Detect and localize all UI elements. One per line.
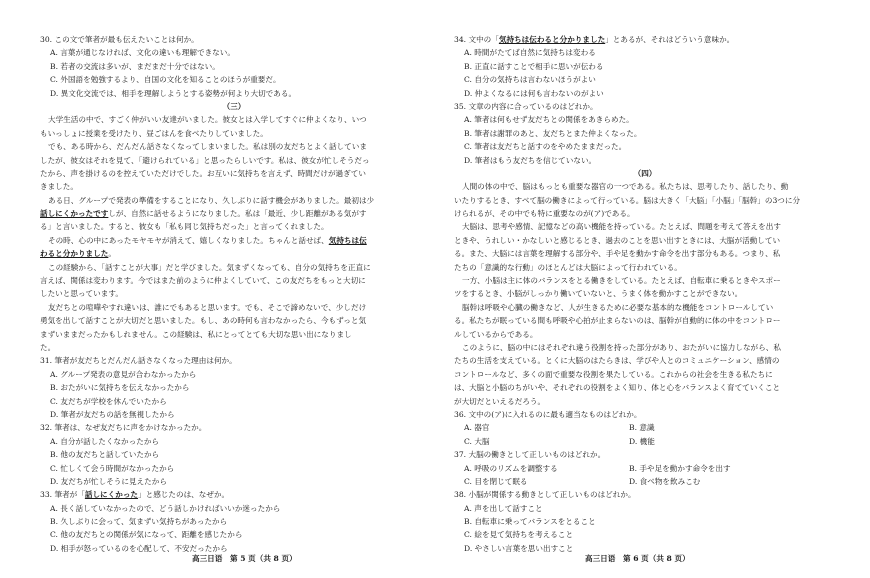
- q38-option: C. 絵を見て気持ちを考えること: [464, 530, 574, 540]
- section-title-4: （四）: [633, 168, 657, 178]
- q35-option: B. 筆者は謝罪のあと、友だちとまた仲よくなった。: [464, 128, 642, 138]
- q35-option: A. 筆者は何もせず友だちとの関係をあきらめた。: [464, 115, 634, 125]
- passage-line: ルしているからである。: [454, 329, 538, 339]
- underlined-phrase: 気持ちは伝: [328, 235, 367, 245]
- q37-option: B. 手や足を動かす命令を出す: [629, 463, 731, 473]
- passage-text: しが、自然に話せるようになりました。私は「最近、少し距離がある気がす: [108, 209, 367, 219]
- q34-option: B. 正直に話すことで相手に思いが伝わる: [464, 61, 604, 71]
- passage-line: 一方、小脳は主に体のバランスをとる働きをしている。たとえば、自転車に乗るときやスポー: [462, 276, 781, 286]
- q30-stem: 30. この文で筆者が最も伝えたいことは何か。: [40, 35, 199, 44]
- q35-option: D. 筆者はもう友だちを信じていない。: [464, 155, 597, 165]
- q34-option: A. 時間がたてば自然に気持ちは変わる: [464, 48, 596, 58]
- page-footer-right: 高三日语 第 6 页（共 8 页）: [585, 554, 690, 563]
- q33-key-phrase: 話しにくかった: [84, 490, 139, 500]
- q31-stem: 31. 筆者が友だちとだんだん話さなくなった理由は何か。: [40, 356, 237, 366]
- passage-line: ツをするとき、小脳がしっかり働いていないと、うまく体を動かすことができない。: [454, 289, 743, 299]
- q34-stem-pre: 34. 文中の「: [454, 35, 499, 44]
- q32-option: B. 他の友だちと話していたから: [50, 450, 160, 460]
- passage-line: る。私たちが眠っている間も呼吸や心拍が止まらないのは、脳幹が自動的に体の中をコントロー: [454, 316, 781, 326]
- passage-line: ある日、グループで発表の準備をすることになり、久しぶりに話す機会がありました。最初は少: [48, 195, 375, 205]
- section-title-3: （三）: [222, 101, 246, 111]
- passage-line: る。また、大脳には言葉を理解する部分や、手や足を動かす命令を出す部分もある。つまり、私: [454, 249, 781, 259]
- q37-options-row: [454, 462, 836, 475]
- q33-option: B. 久しぶりに会って、気まずい気持ちがあったから: [50, 517, 228, 527]
- passage-line: 勇気を出して話すことが大切だと思いました。もし、あの時何も言わなかったら、今もずっと気: [40, 316, 367, 326]
- passage-line: る」と言いました。すると、彼女も「私も同じ気持ちだった」と言ってくれました。: [40, 222, 329, 232]
- q36-options-row: [454, 435, 836, 448]
- q34-option: C. 自分の気持ちは言わないほうがよい: [464, 75, 596, 85]
- q32-option: A. 自分が話したくなかったから: [50, 436, 160, 446]
- passage-line: [40, 207, 428, 220]
- q38-option: D. やさしい言葉を思い出すこと: [464, 543, 574, 553]
- q32-stem: 32. 筆者は、なぜ友だちに声をかけなかったか。: [40, 423, 207, 433]
- q35-stem: 35. 文章の内容に合っているのはどれか。: [454, 101, 598, 111]
- passage-line: コントロールなど、多くの面で重要な役割を果たしている。これからの社会を生きる私たちに: [454, 369, 773, 379]
- q31-option: D. 筆者が友だちの話を無視したから: [50, 409, 175, 419]
- passage-line: けられるが、その中でも特に重要なのが(ア)である。: [454, 209, 635, 219]
- q36-option: D. 機能: [629, 436, 655, 446]
- q30-option: C. 外国語を勉強するより、自国の文化を知ることのほうが重要だ。: [50, 75, 281, 85]
- q37-stem: 37. 大脳の働きとして正しいものはどれか。: [454, 450, 606, 460]
- q36-options-row: [454, 421, 836, 434]
- q33-option: D. 相手が怒っているのを心配して、不安だったから: [50, 543, 228, 553]
- q31-option: A. グループ発表の意見が合わなかったから: [50, 369, 197, 379]
- passage-line: 友だちとの喧嘩やすれ違いは、誰にでもあると思います。でも、そこで諦めないで、少しだけ: [48, 302, 367, 312]
- q30-option: D. 異文化交流では、相手を理解しようとする姿勢が何より大切である。: [50, 88, 297, 98]
- right-column: [454, 33, 836, 555]
- page-footer-left: 高三日语 第 5 页（共 8 页）: [192, 554, 297, 563]
- passage-line: 大脳は、思考や感情、記憶などの高い機能を持っている。たとえば、問題を考えて答えを出す: [462, 222, 781, 232]
- q33-stem-pre: 33. 筆者が「: [40, 490, 85, 500]
- q32-option: D. 友だちが忙しそうに見えたから: [50, 476, 167, 486]
- q33-option: C. 他の友だちとの関係が気になって、距離を感じたから: [50, 530, 243, 540]
- passage-line: したが、彼女はそれを見て、「避けられている」と思ったらしいです。私は、彼女が忙しそうだっ: [40, 155, 370, 165]
- passage-line: いたりするとき、すべて脳の働きによって行っている。脳は大きく「大脳」「小脳」「脳幹」の3つに分: [454, 195, 801, 205]
- left-column: [40, 33, 428, 555]
- q36-stem: 36. 文中の(ア)に入れるのに最も適当なものはどれか。: [454, 409, 642, 419]
- q37-option: D. 食べ物を飲みこむ: [629, 476, 701, 486]
- q34-stem: [454, 33, 836, 46]
- passage-line: このように、脳の中にはそれぞれ違う役割を持った部分があり、おたがいに協力しながら、私: [462, 342, 781, 352]
- q38-option: B. 自転車に乗ってバランスをとること: [464, 517, 596, 527]
- q31-option: C. 友だちが学校を休んでいたから: [50, 396, 167, 406]
- q37-option: C. 目を閉じて眠る: [464, 476, 528, 486]
- q30-option: B. 若者の交流は多いが、まだまだ十分ではない。: [50, 61, 220, 71]
- q34-stem-post: 」とあるが、それはどういう意味か。: [605, 35, 735, 44]
- q36-option: A. 器官: [464, 423, 490, 433]
- passage-line: この経験から、「話すことが大事」だと学びました。気まずくなっても、自分の気持ちを正直に: [48, 262, 371, 272]
- q31-option: B. おたがいに気持ちを伝えなかったから: [50, 383, 190, 393]
- q35-option: C. 筆者は友だちと話すのをやめたままだった。: [464, 142, 627, 152]
- q32-option: C. 忙しくて会う時間がなかったから: [50, 463, 175, 473]
- passage-line: [40, 234, 428, 247]
- q38-stem: 38. 小脳が関係する動きとして正しいものはどれか。: [454, 490, 636, 500]
- passage-line: たちの生活を支えている。とくに大脳のはたらきは、学びや人とのコミュニケーション、感情の: [454, 356, 780, 366]
- q36-option: B. 意識: [629, 423, 655, 433]
- q37-option: A. 呼吸のリズムを調整する: [464, 463, 558, 473]
- passage-line: 言えば、関係は変わります。今ではまた前のように仲よくしていて、この友だちをもっと大切に: [40, 276, 366, 286]
- passage-line: た。: [40, 342, 56, 352]
- q33-option: A. 長く話していなかったので、どう話しかければいいか迷ったから: [50, 503, 281, 513]
- passage-line: たから、声を掛けるのを控えていただけでした。お互いに気持ちを言えず、時間だけが過ぎてい: [40, 168, 366, 178]
- q34-key-phrase: 気持ちは伝わると分かりました: [498, 35, 606, 44]
- q33-stem-post: 」と感じたのは、なぜか。: [138, 490, 230, 500]
- q33-stem: [40, 488, 428, 501]
- passage-line: は、大脳と小脳のちがいや、それぞれの役割をよく知り、体と心をバランスよく育てていくこと: [454, 383, 781, 393]
- underlined-phrase: 話しにくかったです: [40, 209, 109, 219]
- passage-text: 。: [108, 249, 116, 259]
- passage-line: したいと思っています。: [40, 289, 123, 299]
- passage-text: その時、心の中にあったモヤモヤが消えて、嬉しくなりました。ちゃんと話せば、: [48, 235, 329, 245]
- passage-line: 大学生活の中で、すごく仲がいい友達がいました。彼女とは入学してすぐに仲よくなり、いつ: [48, 115, 367, 125]
- underlined-phrase: わると分かりました: [40, 249, 109, 259]
- q34-option: D. 仲よくなるには何も言わないのがよい: [464, 88, 604, 98]
- passage-line: ときや、うれしい・かなしいと感じるとき、過去のことを思い出すときには、大脳が活動してい: [454, 235, 781, 245]
- q36-option: C. 大脳: [464, 436, 490, 446]
- passage-line: もいっしょに授業を受けたり、昼ごはんを食べたりしていました。: [40, 128, 268, 138]
- passage-line: [40, 247, 428, 260]
- passage-line: まずいままだったかもしれません。この経験は、私にとってとても大切な思い出になりまし: [40, 329, 352, 339]
- q38-option: A. 声を出して話すこと: [464, 503, 543, 513]
- passage-line: 人間の体の中で、脳はもっとも重要な器官の一つである。私たちは、思考したり、話したり、動: [462, 182, 789, 192]
- passage-line: が大切だといえるだろう。: [454, 396, 546, 406]
- q30-option: A. 言葉が通じなければ、文化の違いも理解できない。: [50, 48, 235, 58]
- q37-options-row: [454, 475, 836, 488]
- passage-line: でも、ある時から、だんだん話さなくなってしまいました。私は別の友だちとよく話していま: [48, 142, 367, 152]
- passage-line: 脳幹は呼吸や心臓の働きなど、人が生きるために必要な基本的な機能をコントロールしてい: [462, 302, 774, 312]
- passage-line: たちの「意識的な行動」のほとんどは大脳によって行われている。: [454, 262, 682, 272]
- passage-line: きました。: [40, 182, 78, 192]
